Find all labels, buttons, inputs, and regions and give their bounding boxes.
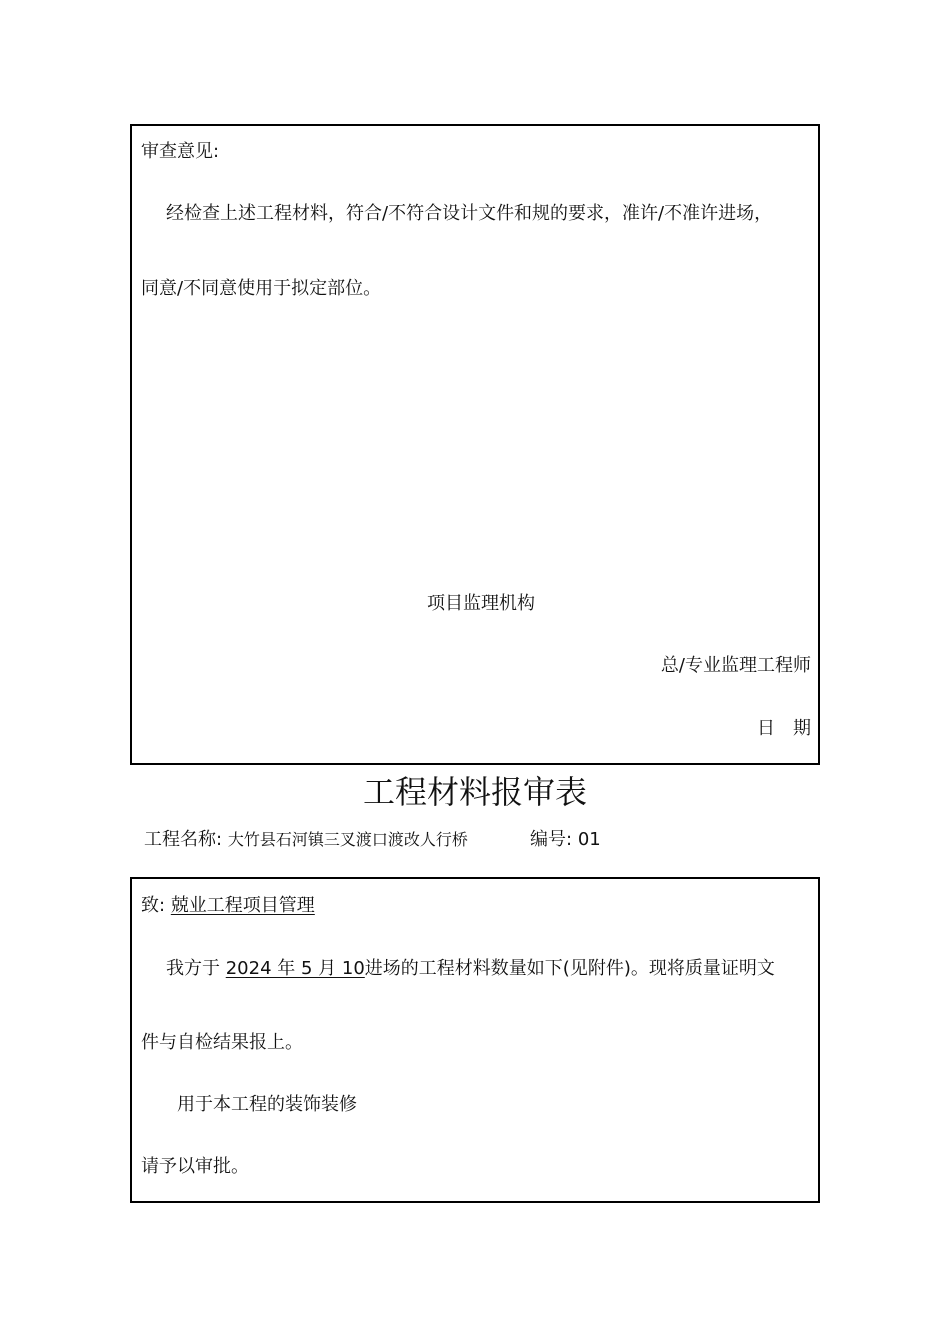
form-number-label: 编号:: [530, 829, 573, 850]
review-statement-line-2: 同意/不同意使用于拟定部位。: [141, 278, 382, 299]
recipient-line: [141, 894, 315, 918]
application-box: [130, 877, 820, 1203]
recipient-name: 兢业工程项目管理: [170, 895, 315, 916]
application-line-2: 件与自检结果报上。: [141, 1032, 303, 1053]
application-line-1-suffix: 进场的工程材料数量如下(见附件)。现将质量证明文: [364, 958, 775, 979]
review-heading: 审查意见:: [141, 141, 220, 162]
form-title: 工程材料报审表: [362, 773, 587, 811]
project-name-line: [144, 828, 468, 852]
recipient-label: 致:: [141, 895, 166, 916]
project-name-value: 大竹县石河镇三叉渡口渡改人行桥: [227, 830, 468, 849]
application-line-1: [166, 957, 775, 981]
application-request-line: 请予以审批。: [141, 1156, 249, 1177]
review-date-label: 日 期: [757, 718, 811, 739]
review-opinion-box: [130, 124, 820, 765]
project-name-label: 工程名称:: [144, 829, 223, 850]
application-usage-line: 用于本工程的装饰装修: [177, 1094, 357, 1115]
review-statement-line-1: 经检查上述工程材料，符合/不符合设计文件和规的要求，准许/不准许进场，: [166, 203, 773, 224]
application-line-1-prefix: 我方于: [166, 958, 220, 979]
entry-date-value: 2024 年 5 月 10: [225, 958, 365, 979]
supervision-organization-label: 项目监理机构: [427, 593, 535, 614]
form-number-line: [530, 828, 601, 852]
form-number-value: 01: [577, 829, 601, 850]
supervision-engineer-label: 总/专业监理工程师: [660, 655, 811, 676]
